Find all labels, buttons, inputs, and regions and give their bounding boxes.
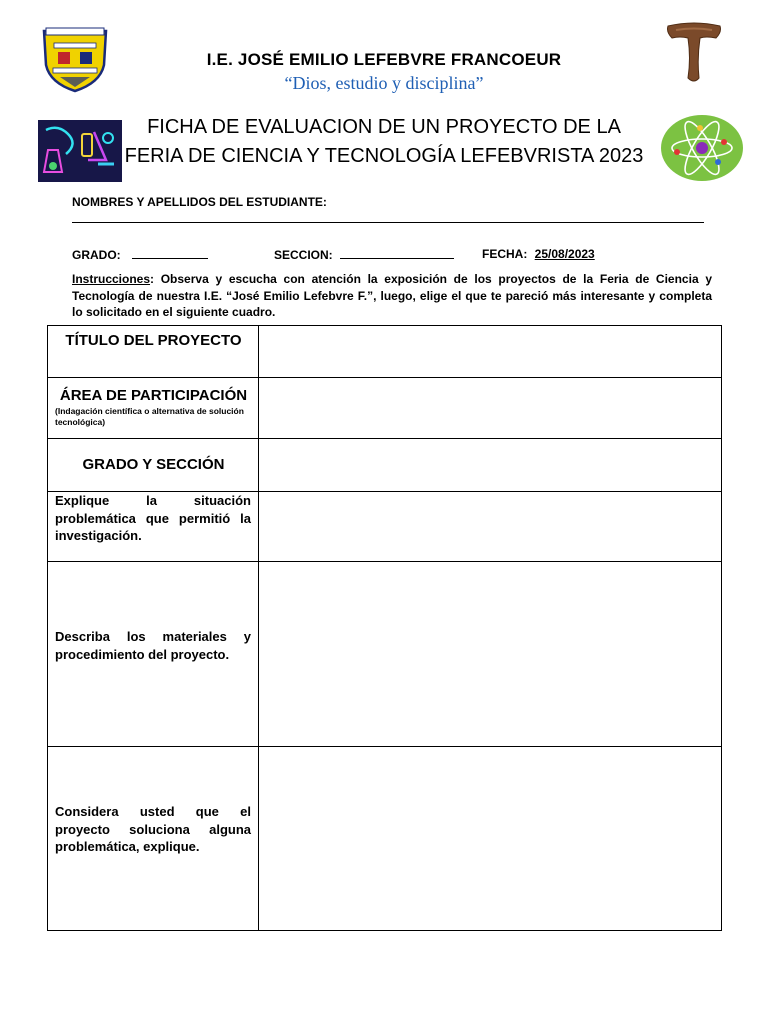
section-label: SECCION: (274, 248, 333, 262)
instructions-text: : Observa y escucha con atención la exposición de los proyectos de la Feria de Ciencia y Tecnología de nuestra I.E. “José Emilio Lefebvre F.”, luego, elige el que te pareció más interesante y completa lo solicitado en el siguiente cuadro. (72, 272, 712, 319)
school-name: I.E. JOSÉ EMILIO LEFEBVRE FRANCOEUR (206, 50, 562, 69)
project-title-label: TÍTULO DEL PROYECTO (65, 332, 242, 349)
row-label-cell (48, 562, 259, 746)
document-title (120, 113, 648, 171)
project-title-answer[interactable] (259, 326, 721, 377)
participation-area-note: (Indagación científica o alternativa de solución tecnológica) (55, 406, 244, 427)
date-label: FECHA: (482, 247, 528, 261)
row-label-cell (48, 439, 259, 491)
table-row (48, 439, 721, 492)
table-row (48, 492, 721, 562)
instructions-paragraph (72, 271, 712, 321)
instructions-label: Instrucciones (72, 272, 151, 286)
solves-problem-label: Considera usted que el proyecto soluciona alguna problemática, explique. (55, 804, 251, 854)
atom-icon (660, 114, 744, 182)
grade-section-answer[interactable] (259, 439, 721, 491)
grade-field[interactable] (72, 247, 208, 262)
grade-section-date-row (72, 247, 712, 267)
grade-label: GRADO: (72, 248, 121, 262)
row-label-cell (48, 326, 259, 377)
date-value: 25/08/2023 (534, 247, 595, 261)
participation-area-label: ÁREA DE PARTICIPACIÓN (59, 387, 248, 404)
student-names-label: NOMBRES Y APELLIDOS DEL ESTUDIANTE: (72, 195, 327, 209)
grade-blank[interactable] (132, 247, 208, 259)
date-field[interactable] (482, 247, 595, 261)
problem-situation-answer[interactable] (259, 492, 721, 561)
student-names-field[interactable] (72, 222, 704, 223)
table-row (48, 378, 721, 439)
participation-area-answer[interactable] (259, 378, 721, 438)
science-lab-icon (38, 120, 122, 182)
section-blank[interactable] (340, 247, 454, 259)
title-line-2: FERIA DE CIENCIA Y TECNOLOGÍA LEFEBVRISTA 2023 (124, 145, 644, 167)
materials-procedure-answer[interactable] (259, 562, 721, 746)
school-motto: “Dios, estudio y disciplina” (284, 73, 484, 93)
section-field[interactable] (274, 247, 454, 262)
row-label-cell (48, 747, 259, 930)
materials-procedure-label: Describa los materiales y procedimiento del proyecto. (55, 629, 251, 662)
problem-situation-label: Explique la situación problemática que permitió la investigación. (55, 493, 251, 543)
row-label-cell (48, 378, 259, 438)
table-row (48, 747, 721, 930)
solves-problem-answer[interactable] (259, 747, 721, 930)
row-label-cell (48, 492, 259, 561)
evaluation-table (47, 325, 722, 931)
table-row (48, 562, 721, 747)
grade-section-label: GRADO Y SECCIÓN (82, 456, 225, 473)
title-line-1: FICHA DE EVALUACION DE UN PROYECTO DE LA (147, 116, 621, 138)
table-row (48, 326, 721, 378)
